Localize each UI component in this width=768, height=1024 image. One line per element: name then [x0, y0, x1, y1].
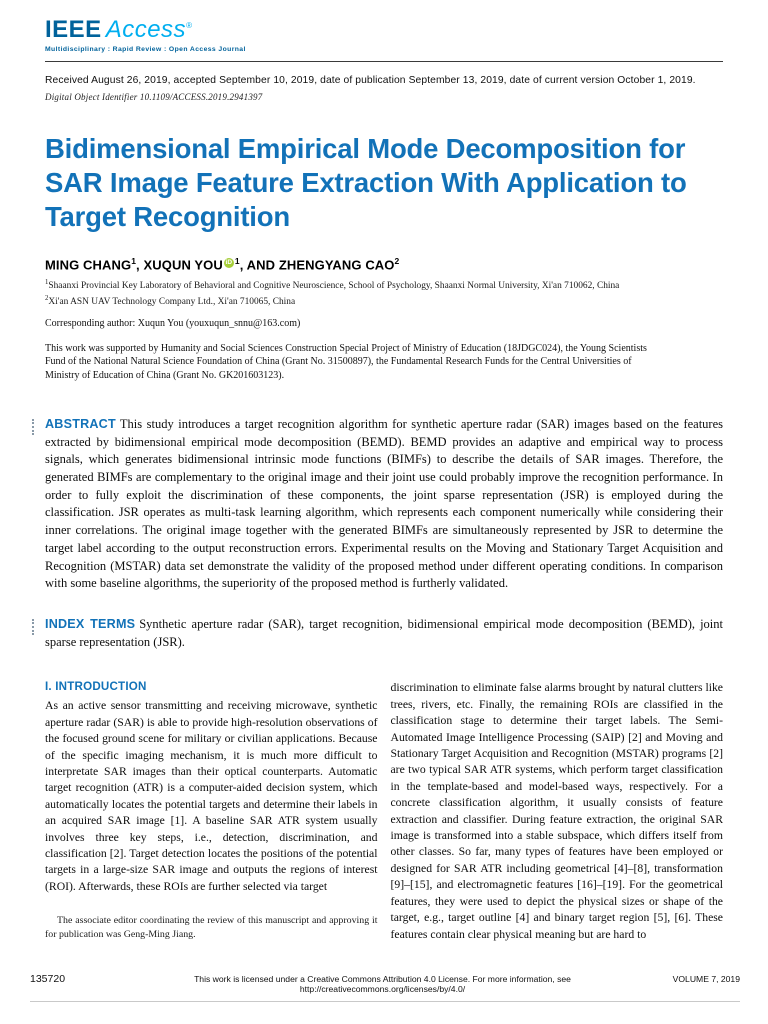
author-2: XUQUN YOU: [143, 257, 223, 273]
affiliation-2-text: Xi'an ASN UAV Technology Company Ltd., Xi'an 710065, China: [48, 297, 296, 308]
index-terms-paragraph: [45, 616, 723, 651]
page-number: 135720: [30, 973, 66, 985]
abstract-text: This study introduces a target recognition algorithm for synthetic aperture radar (SAR) images based on the features extracted by bidimensional empirical mode decomposition (BEMD). BEMD provides an adaptive and empirical way to process signals, which generates bidimensional intrinsic mode functions (BIMFs) to describe the details of SAR images. Therefore, the generated BIMFs are complementary to the original image and their joint use could probably improve the recognition performance. In order to fully exploit the discrimination of these components, the joint sparse representation (JSR) is employed during the classification. JSR operates as multi-task learning algorithm, which represents each component numerically while considering their inner correlations. The original image together with the generated BIMFs are simultaneously represented by JSR to determine the target label according to the output reconstruction errors. Experimental results on the Moving and Stationary Target Acquisition and Recognition (MSTAR) data set demonstrate the validity of the proposed method under different operating conditions. In comparison with some baseline algorithms, the superiority of the proposed method is furtherly validated.: [45, 416, 723, 591]
received-dates-line: Received August 26, 2019, accepted September 10, 2019, date of publication September 13, 2019, date of current version October 1, 2019.: [45, 75, 696, 86]
affiliations: [45, 277, 723, 308]
intro-paragraph-left: As an active sensor transmitting and receiving microwave, synthetic aperture radar (SAR) is able to provide high-resolution observations of the focused ground scene for military or civilian applications. Because of the specific imaging mechanism, it is much more difficult to interpretate SAR images than their optical counterparts. Automatic target recognition (ATR) is a computer-aided decision system, which automatically locates the potential targets and determine their labels in an acquired SAR image [1]. A baseline SAR ATR system usually involves three key steps, i.e., detection, discrimination, and classification [2]. Target detection locates the positions of the potential targets in a large-size SAR image and outputs the regions of interest (ROI). Afterwards, these ROIs are further selected via target: [45, 699, 378, 893]
abstract-label: ABSTRACT: [45, 416, 116, 431]
volume-label: VOLUME 7, 2019: [672, 974, 740, 984]
abstract-section: [45, 416, 723, 593]
author-1: MING CHANG: [45, 257, 132, 273]
right-column: [391, 680, 724, 943]
ieee-logo-text: IEEE: [45, 16, 102, 43]
abstract-dotted-marker: [32, 419, 34, 435]
affiliation-1-text: Shaanxi Provincial Key Laboratory of Behavioral and Cognitive Neuroscience, School of Psychology, Shaanxi Normal University, Xi'an 710062, China: [48, 281, 620, 292]
access-logo-text: [106, 16, 193, 44]
section-heading-introduction: I. INTRODUCTION: [45, 680, 147, 694]
access-word: Access: [105, 16, 187, 43]
author-separator: ,: [136, 257, 144, 273]
authors-line: [45, 256, 723, 272]
journal-tagline: Multidisciplinary : Rapid Review : Open Access Journal: [45, 46, 246, 53]
author-separator-and: , AND: [239, 257, 279, 273]
orcid-icon: iD: [225, 259, 233, 266]
footer-divider: [30, 1001, 740, 1002]
affiliation-2-mark: 2: [45, 294, 49, 302]
index-terms-text: Synthetic aperture radar (SAR), target recognition, bidimensional empirical mode decomposition (BEMD), joint sparse representation (JSR).: [45, 617, 723, 649]
page-footer: [30, 973, 740, 994]
index-terms-label: INDEX TERMS: [45, 617, 136, 631]
paper-title: Bidimensional Empirical Mode Decomposition for SAR Image Feature Extraction With Application to Target Recognition: [45, 133, 687, 232]
header-divider: [45, 61, 723, 62]
index-terms-section: [45, 616, 723, 651]
author-3: ZHENGYANG CAO: [278, 257, 395, 273]
affiliation-1-mark: 1: [45, 279, 49, 287]
left-column: [45, 680, 378, 943]
ieee-access-logo: [45, 16, 723, 44]
corresponding-author-line: Corresponding author: Xuqun You (youxuqun_snnu@163.com): [45, 317, 301, 329]
journal-header: [45, 0, 723, 62]
intro-paragraph-right: discrimination to eliminate false alarms brought by natural clutters like trees, rivers, etc. Finally, the remaining ROIs are classified in the classification stage to determine their target labels. The Semi-Automated Image Intelligence Processing (SAIP) [2] and Moving and Stationary Target Acquisition and Recognition (MSTAR) programs [2] are two typical SAR ATR systems, which perform target classification in the template-based and model-based ways, respectively. For a concrete classification algorithm, it usually consists of feature extraction and classifier. During feature extraction, the original SAR image is transformed into a stable subspace, which differs itself from other classes. So far, many types of features have been employed or designed for SAR ATR including geometrical [4]–[8], transformation [9]–[15], and electromagnetic features [16]–[19]. For the geometrical features, they were used to depict the physical sizes or shape of the target, e.g., target outline [4] and binary target region [5], [6]. These features contain clear physical meaning but are hard to: [390, 681, 723, 941]
associate-editor-footnote: The associate editor coordinating the review of this manuscript and approving it for publication was Geng-Ming Jiang.: [45, 915, 378, 940]
affiliation-1: [45, 277, 723, 293]
author-2-affmark: 1: [234, 256, 240, 266]
author-3-affmark: 2: [394, 256, 400, 266]
doi-line: Digital Object Identifier 10.1109/ACCESS.2019.2941397: [45, 92, 263, 102]
license-statement: This work is licensed under a Creative Commons Attribution 4.0 License. For more information, see http://creativecommons.org/licenses/by/4.0/: [194, 974, 571, 994]
index-terms-dotted-marker: [32, 619, 34, 635]
funding-statement: This work was supported by Humanity and Social Sciences Construction Special Project of Ministry of Education (18JDGC024), the Young Scientists Fund of the National Natural Science Foundation of China (Grant No. 31500897), the Fundamental Research Funds for the Central Universities of Ministry of Education of China (Grant No. GK201603123).: [45, 342, 647, 382]
author-1-affmark: 1: [131, 256, 137, 266]
body-columns: [45, 680, 723, 943]
affiliation-2: [45, 293, 723, 309]
abstract-paragraph: [45, 416, 723, 593]
registered-mark: ®: [186, 21, 193, 30]
